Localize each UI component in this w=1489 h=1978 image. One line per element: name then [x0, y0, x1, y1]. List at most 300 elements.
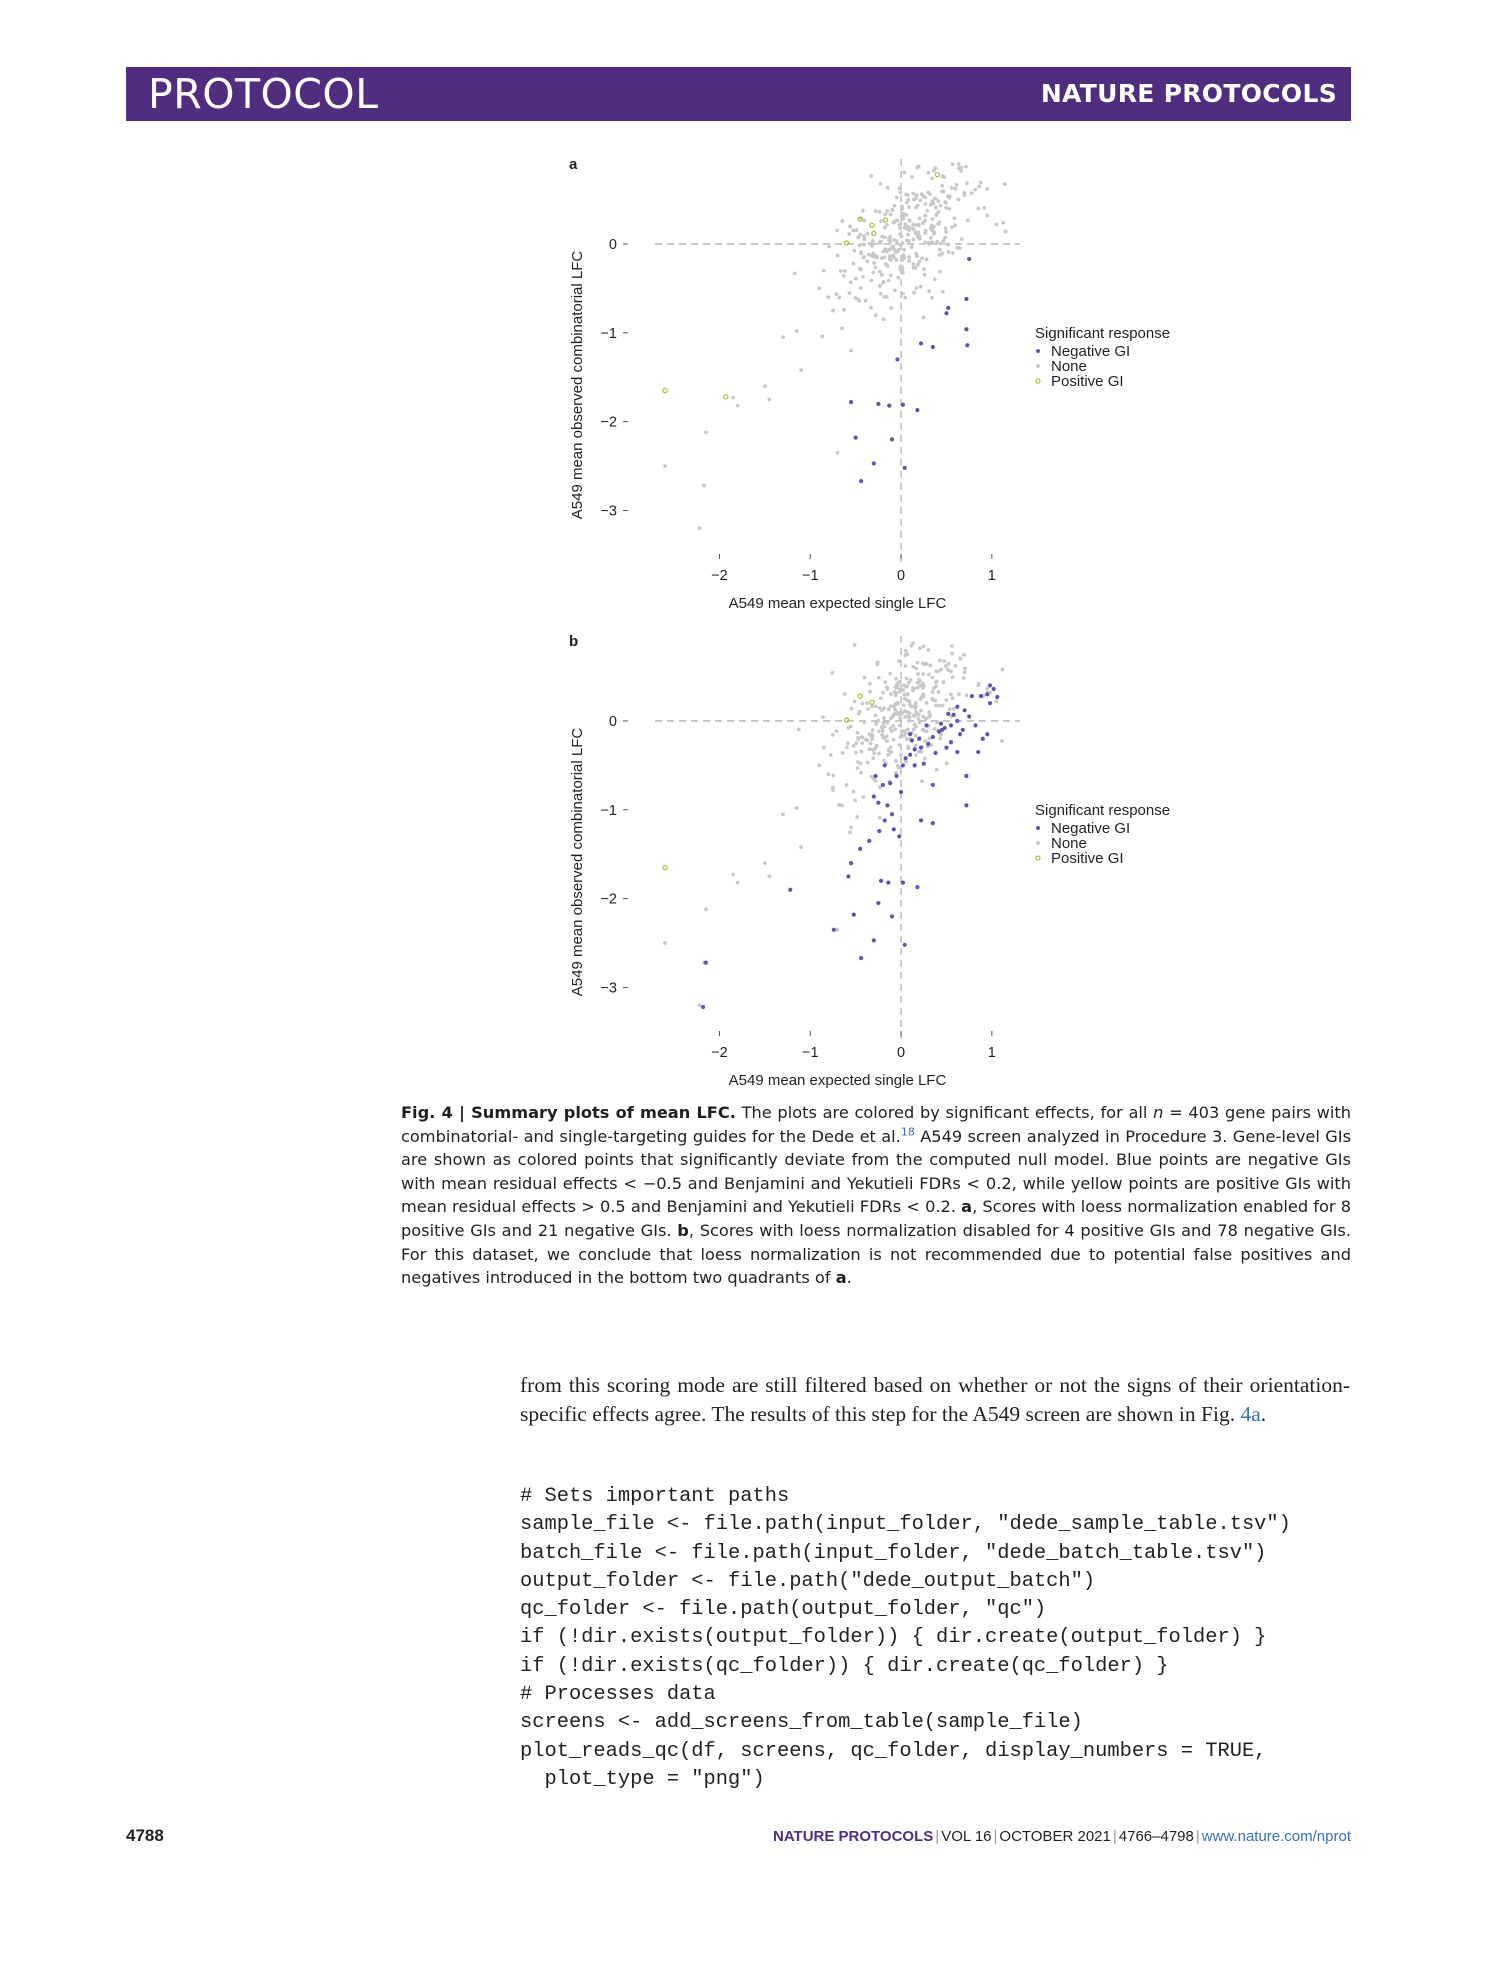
point-negative-gi: [979, 694, 983, 698]
point-negative-gi: [908, 753, 912, 757]
point-none: [894, 693, 898, 697]
point-none: [938, 270, 942, 274]
point-negative-gi: [910, 738, 914, 742]
point-none: [914, 266, 918, 270]
point-none: [908, 715, 912, 719]
point-none: [923, 739, 927, 743]
point-none: [875, 662, 879, 666]
point-none: [943, 200, 947, 204]
point-none: [877, 676, 881, 680]
point-none: [861, 736, 865, 740]
point-none: [994, 700, 998, 704]
point-none: [904, 731, 908, 735]
code-line: output_folder <- file.path("dede_output_batch"): [520, 1569, 1096, 1593]
point-none: [895, 258, 899, 262]
point-none: [882, 280, 886, 284]
x-tick-label: −2: [711, 568, 728, 584]
point-none: [914, 753, 918, 757]
point-negative-gi: [888, 781, 892, 785]
point-none: [940, 184, 944, 188]
point-none: [897, 659, 901, 663]
point-negative-gi: [883, 818, 887, 822]
point-none: [950, 652, 954, 656]
point-negative-gi: [867, 839, 871, 843]
point-none: [957, 692, 961, 696]
point-none: [795, 329, 799, 333]
point-none: [797, 727, 801, 731]
point-none: [911, 686, 915, 690]
code-line: screens <- add_screens_from_table(sample_file): [520, 1711, 1083, 1735]
point-none: [847, 232, 851, 236]
point-none: [859, 750, 863, 754]
point-none: [736, 404, 740, 408]
point-none: [942, 680, 946, 684]
point-none: [704, 430, 708, 434]
point-none: [930, 177, 934, 181]
point-none: [932, 230, 936, 234]
point-none: [898, 680, 902, 684]
point-none: [903, 697, 907, 701]
point-none: [946, 668, 950, 672]
point-none: [918, 721, 922, 725]
point-none: [768, 875, 772, 879]
point-negative-gi: [895, 357, 899, 361]
x-axis-label: A549 mean expected single LFC: [728, 595, 947, 612]
point-none: [906, 727, 910, 731]
point-none: [836, 928, 840, 932]
point-none: [938, 248, 942, 252]
point-none: [869, 174, 873, 178]
point-none: [903, 296, 907, 300]
point-none: [864, 738, 868, 742]
point-none: [894, 677, 898, 681]
point-none: [870, 704, 874, 708]
point-none: [927, 673, 931, 677]
point-none: [853, 643, 857, 647]
point-none: [839, 269, 843, 273]
point-negative-gi: [913, 763, 917, 767]
point-none: [918, 216, 922, 220]
point-none: [937, 690, 941, 694]
point-none: [914, 701, 918, 705]
point-none: [829, 753, 833, 757]
point-none: [895, 196, 899, 200]
point-none: [956, 198, 960, 202]
point-none: [982, 206, 986, 210]
point-negative-gi: [967, 257, 971, 261]
point-none: [886, 721, 890, 725]
point-none: [949, 692, 953, 696]
point-none: [985, 687, 989, 691]
point-none: [874, 722, 878, 726]
point-none: [934, 699, 938, 703]
point-negative-gi: [903, 756, 907, 760]
point-none: [951, 251, 955, 255]
point-none: [891, 245, 895, 249]
point-negative-gi: [858, 847, 862, 851]
point-negative-gi: [788, 888, 792, 892]
code-line: # Processes data: [520, 1683, 716, 1707]
y-tick-label: −1: [600, 325, 617, 342]
legend-marker-none: [1036, 364, 1040, 368]
point-none: [923, 662, 927, 666]
point-none: [866, 232, 870, 236]
reference-link[interactable]: 18: [900, 1125, 915, 1139]
point-none: [878, 270, 882, 274]
footer-citation: NATURE PROTOCOLS | VOL 16 | OCTOBER 2021 | 4766–4798 | www.nature.com/nprot: [772, 1828, 1351, 1845]
point-positive-gi: [872, 231, 876, 235]
point-none: [849, 280, 853, 284]
point-none: [932, 225, 936, 229]
point-negative-gi: [877, 829, 881, 833]
point-negative-gi: [964, 327, 968, 331]
point-none: [954, 664, 958, 668]
point-negative-gi: [988, 701, 992, 705]
point-none: [883, 226, 887, 230]
point-none: [905, 652, 909, 656]
point-none: [886, 264, 890, 268]
y-tick-label: −3: [600, 980, 617, 997]
point-none: [868, 747, 872, 751]
point-none: [928, 192, 932, 196]
point-none: [965, 181, 969, 185]
point-positive-gi: [884, 218, 888, 222]
point-none: [899, 190, 903, 194]
point-none: [827, 295, 831, 299]
point-none: [910, 175, 914, 179]
point-none: [1001, 221, 1005, 225]
point-none: [901, 265, 905, 269]
point-none: [914, 205, 918, 209]
point-negative-gi: [701, 1005, 705, 1009]
point-negative-gi: [946, 712, 950, 716]
point-none: [874, 254, 878, 258]
point-positive-gi: [935, 173, 939, 177]
point-negative-gi: [872, 938, 876, 942]
point-none: [916, 661, 920, 665]
journal-header-bar: [126, 67, 1351, 121]
point-negative-gi: [894, 774, 898, 778]
point-none: [934, 206, 938, 210]
point-negative-gi: [876, 901, 880, 905]
point-none: [840, 803, 844, 807]
point-none: [945, 762, 949, 766]
point-none: [908, 703, 912, 707]
point-none: [944, 664, 948, 668]
x-tick-label: 1: [987, 568, 996, 584]
point-none: [903, 222, 907, 226]
point-none: [916, 686, 920, 690]
point-none: [863, 237, 867, 241]
code-line: qc_folder <- file.path(output_folder, "qc"): [520, 1598, 1047, 1622]
point-none: [896, 276, 900, 280]
point-none: [920, 779, 924, 783]
point-none: [663, 464, 667, 468]
journal-url[interactable]: www.nature.com/nprot: [1201, 1828, 1351, 1845]
point-none: [923, 757, 927, 761]
point-none: [929, 236, 933, 240]
point-none: [912, 291, 916, 295]
point-none: [902, 683, 906, 687]
point-none: [901, 292, 905, 296]
point-negative-gi: [883, 763, 887, 767]
point-none: [822, 269, 826, 273]
legend-marker-positive-gi: [1036, 856, 1040, 860]
point-positive-gi: [870, 700, 874, 704]
point-none: [951, 696, 955, 700]
point-none: [864, 299, 868, 303]
point-none: [888, 237, 892, 241]
point-none: [768, 398, 772, 402]
point-none: [900, 207, 904, 211]
point-none: [908, 711, 912, 715]
point-negative-gi: [917, 737, 921, 741]
point-none: [878, 816, 882, 820]
point-none: [868, 690, 872, 694]
point-none: [835, 292, 839, 296]
point-negative-gi: [908, 732, 912, 736]
point-none: [854, 751, 858, 755]
point-none: [795, 806, 799, 810]
point-none: [958, 657, 962, 661]
legend-title: Significant response: [1035, 325, 1171, 342]
point-none: [894, 250, 898, 254]
point-none: [861, 702, 865, 706]
point-none: [731, 873, 735, 877]
legend-label: Negative GI: [1051, 343, 1131, 360]
legend-label: Positive GI: [1051, 850, 1124, 867]
point-negative-gi: [964, 297, 968, 301]
point-none: [914, 252, 918, 256]
point-none: [867, 253, 871, 257]
point-none: [919, 709, 923, 713]
point-none: [853, 296, 857, 300]
point-none: [921, 728, 925, 732]
point-none: [870, 737, 874, 741]
point-none: [893, 238, 897, 242]
point-none: [979, 181, 983, 185]
point-none: [973, 188, 977, 192]
point-none: [910, 644, 914, 648]
point-negative-gi: [886, 881, 890, 885]
point-none: [831, 774, 835, 778]
point-none: [914, 232, 918, 236]
point-negative-gi: [963, 708, 967, 712]
point-none: [952, 707, 956, 711]
point-none: [901, 688, 905, 692]
panel-label: b: [569, 633, 579, 650]
point-none: [866, 707, 870, 711]
point-negative-gi: [881, 783, 885, 787]
point-none: [931, 676, 935, 680]
point-none: [965, 693, 969, 697]
figure-panel-a: [555, 148, 1235, 613]
point-none: [916, 681, 920, 685]
point-none: [927, 289, 931, 293]
point-none: [869, 306, 873, 310]
point-negative-gi: [964, 774, 968, 778]
point-negative-gi: [901, 403, 905, 407]
point-none: [918, 646, 922, 650]
point-none: [904, 649, 908, 653]
point-none: [910, 245, 914, 249]
point-none: [901, 212, 905, 216]
point-negative-gi: [919, 818, 923, 822]
point-none: [859, 762, 863, 766]
point-none: [942, 190, 946, 194]
point-none: [944, 206, 948, 210]
point-none: [907, 259, 911, 263]
point-none: [763, 384, 767, 388]
point-none: [888, 241, 892, 245]
point-none: [663, 941, 667, 945]
point-none: [906, 233, 910, 237]
point-negative-gi: [940, 728, 944, 732]
legend-marker-positive-gi: [1036, 379, 1040, 383]
point-none: [942, 175, 946, 179]
point-none: [894, 759, 898, 763]
point-none: [923, 195, 927, 199]
point-negative-gi: [913, 747, 917, 751]
x-tick-label: −1: [801, 568, 819, 584]
point-none: [822, 746, 826, 750]
point-none: [902, 248, 906, 252]
point-none: [891, 254, 895, 258]
point-none: [882, 317, 886, 321]
point-none: [850, 707, 854, 711]
legend-label: None: [1051, 358, 1087, 375]
point-none: [880, 733, 884, 737]
x-tick-label: −2: [711, 1045, 728, 1061]
point-none: [854, 277, 858, 281]
point-none: [888, 672, 892, 676]
point-none: [882, 721, 886, 725]
point-none: [845, 783, 849, 787]
point-negative-gi: [958, 732, 962, 736]
figure-panel-b: [555, 625, 1235, 1090]
point-none: [889, 258, 893, 262]
legend-title: Significant response: [1035, 802, 1171, 819]
point-none: [901, 241, 905, 245]
point-none: [835, 228, 839, 232]
point-positive-gi: [663, 388, 667, 392]
point-none: [906, 693, 910, 697]
point-none: [901, 271, 905, 275]
point-none: [875, 744, 879, 748]
point-none: [861, 275, 865, 279]
legend-label: None: [1051, 835, 1087, 852]
point-none: [946, 194, 950, 198]
point-none: [827, 772, 831, 776]
point-none: [847, 726, 851, 730]
point-none: [889, 213, 893, 217]
point-none: [887, 707, 891, 711]
point-none: [911, 192, 915, 196]
point-none: [856, 766, 860, 770]
point-none: [927, 242, 931, 246]
point-negative-gi: [832, 928, 836, 932]
point-none: [889, 692, 893, 696]
point-none: [874, 209, 878, 213]
point-none: [923, 231, 927, 235]
point-none: [921, 672, 925, 676]
point-none: [914, 734, 918, 738]
point-none: [836, 451, 840, 455]
point-negative-gi: [931, 821, 935, 825]
point-none: [894, 685, 898, 689]
point-negative-gi: [964, 803, 968, 807]
point-none: [937, 222, 941, 226]
point-none: [907, 719, 911, 723]
point-none: [870, 244, 874, 248]
point-none: [1001, 668, 1005, 672]
point-none: [849, 826, 853, 830]
point-none: [936, 199, 940, 203]
point-none: [947, 207, 951, 211]
point-none: [934, 166, 938, 170]
y-tick-label: −3: [600, 503, 617, 520]
point-none: [970, 191, 974, 195]
point-none: [913, 714, 917, 718]
point-none: [852, 790, 856, 794]
point-none: [852, 262, 856, 266]
point-none: [939, 242, 943, 246]
point-none: [934, 669, 938, 673]
point-none: [841, 751, 845, 755]
point-none: [916, 713, 920, 717]
point-none: [977, 185, 981, 189]
legend-marker-negative-gi: [1036, 826, 1040, 830]
point-none: [953, 216, 957, 220]
point-none: [948, 707, 952, 711]
point-none: [923, 219, 927, 223]
point-negative-gi: [854, 436, 858, 440]
point-positive-gi: [663, 865, 667, 869]
point-none: [926, 648, 930, 652]
point-none: [698, 526, 702, 530]
point-none: [951, 675, 955, 679]
point-negative-gi: [926, 742, 930, 746]
figure-link[interactable]: 4a: [1240, 1402, 1261, 1426]
point-none: [939, 668, 943, 672]
point-negative-gi: [846, 874, 850, 878]
point-none: [886, 186, 890, 190]
legend-label: Positive GI: [1051, 373, 1124, 390]
point-none: [731, 396, 735, 400]
point-none: [856, 737, 860, 741]
point-none: [862, 255, 866, 259]
point-none: [892, 738, 896, 742]
point-none: [958, 246, 962, 250]
point-none: [976, 684, 980, 688]
point-negative-gi: [931, 783, 935, 787]
point-none: [889, 306, 893, 310]
point-none: [843, 692, 847, 696]
point-none: [941, 290, 945, 294]
point-none: [941, 704, 945, 708]
point-none: [843, 269, 847, 273]
point-none: [907, 198, 911, 202]
point-none: [835, 729, 839, 733]
point-none: [903, 715, 907, 719]
point-negative-gi: [919, 746, 923, 750]
point-none: [906, 193, 910, 197]
point-none: [902, 171, 906, 175]
point-positive-gi: [858, 694, 862, 698]
point-none: [930, 296, 934, 300]
point-none: [878, 241, 882, 245]
point-none: [917, 678, 921, 682]
